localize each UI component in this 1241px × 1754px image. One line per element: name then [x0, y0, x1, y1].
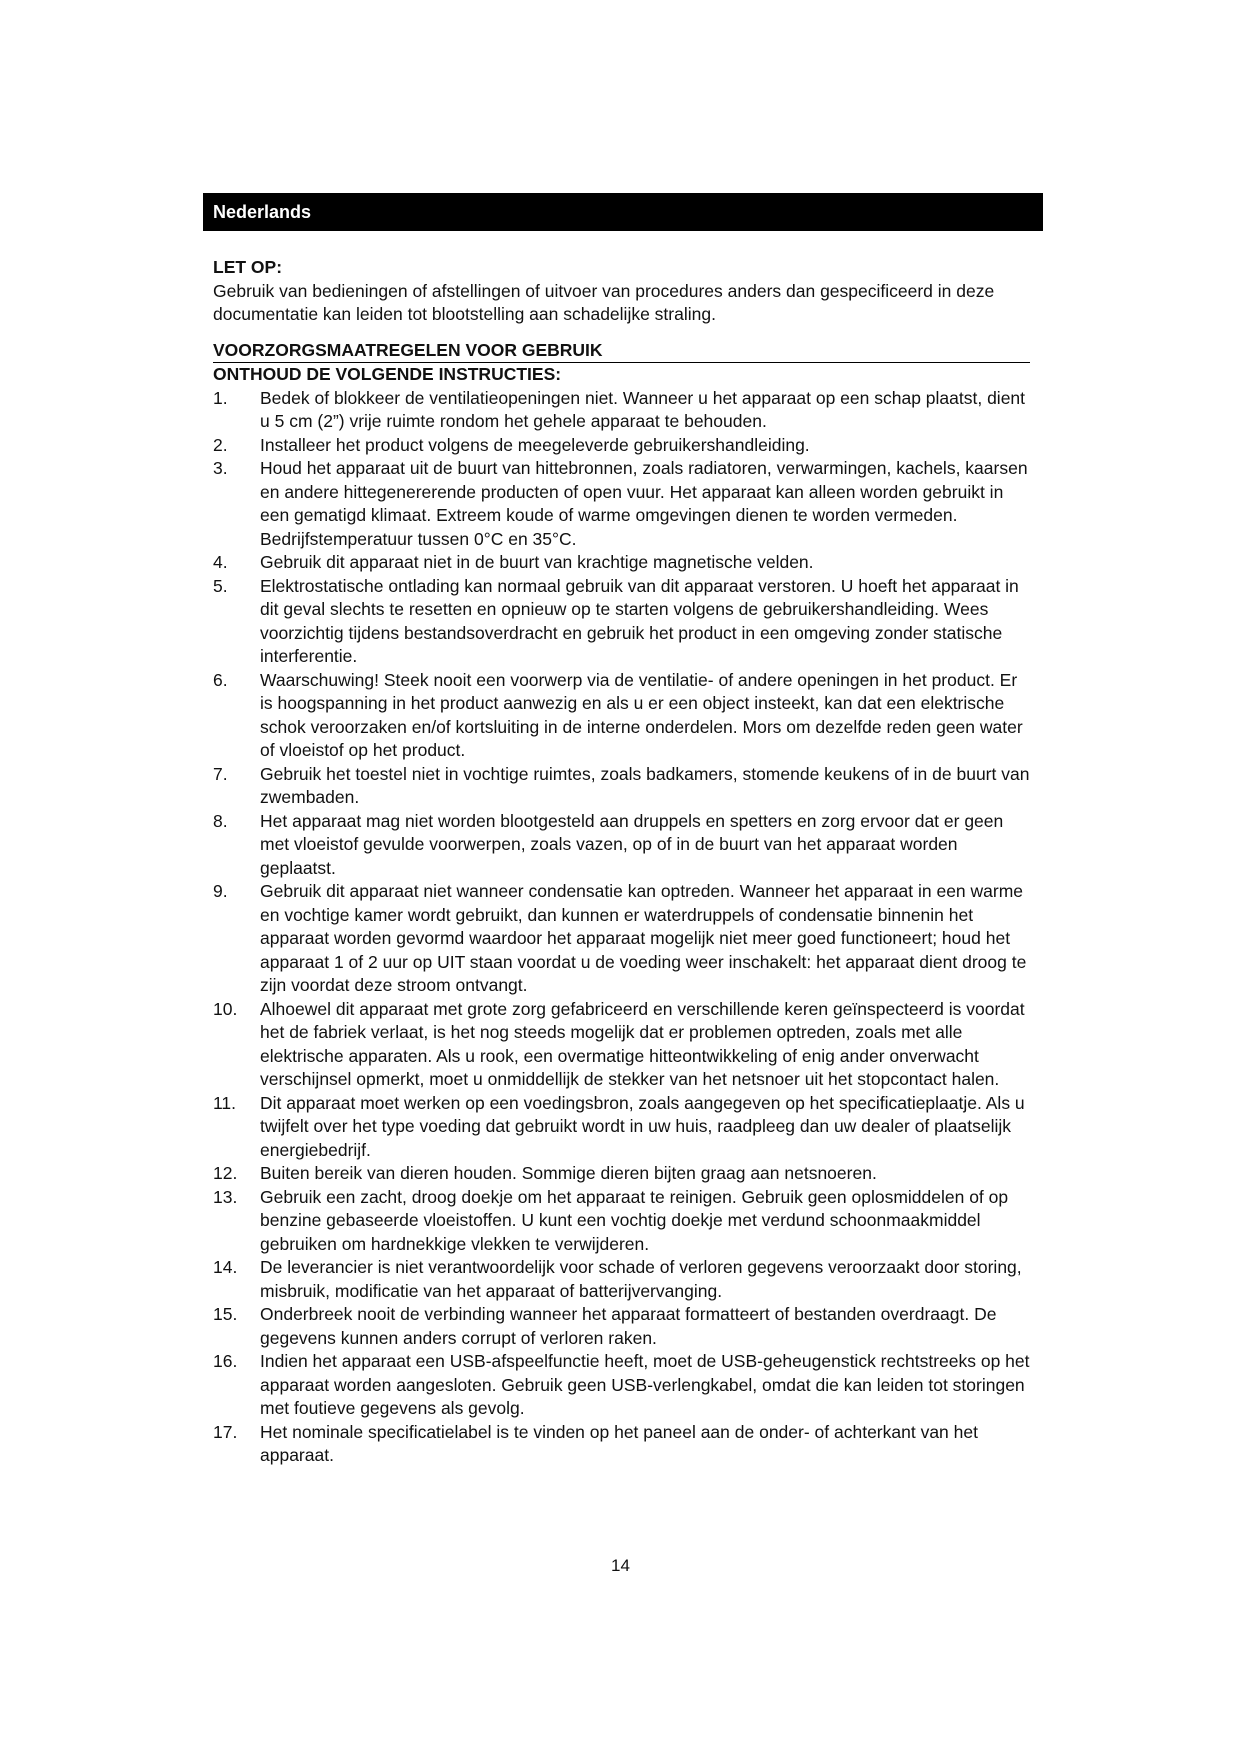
list-item	[213, 669, 1033, 763]
list-item	[213, 1421, 1033, 1468]
list-item	[213, 457, 1033, 551]
list-item-number: 11.	[213, 1092, 237, 1113]
instruction-list	[213, 387, 1033, 1468]
list-item-number: 2.	[213, 434, 228, 455]
list-item-text: Installeer het product volgens de meegeleverde gebruikershandleiding.	[260, 434, 810, 455]
list-item	[213, 880, 1033, 998]
list-item-text: Bedek of blokkeer de ventilatieopeningen niet. Wanneer u het apparaat op een schap plaatst, dient u 5 cm (2”) vrije ruimte rondom het gehele apparaat te behouden.	[260, 387, 1026, 431]
note-title: LET OP:	[213, 257, 283, 277]
list-item-text: Waarschuwing! Steek nooit een voorwerp via de ventilatie- of andere openingen in het product. Er is hoogspanning in het product aanwezig en als u er een object insteekt, kan dat een elektrische schok veroorzaken en/of kortsluiting in de interne onderdelen. Mors om dezelfde reden geen water of vloeistof op het product.	[260, 669, 1023, 760]
list-item-number: 10.	[213, 998, 238, 1019]
language-header-bar	[203, 193, 1043, 231]
list-item-text: Houd het apparaat uit de buurt van hittebronnen, zoals radiatoren, verwarmingen, kachels, kaarsen en andere hittegenererende producten of open vuur. Het apparaat kan alleen worden gebruikt in een gematigd klimaat. Extreem koude of warme omgevingen dienen te worden vermeden. Bedrijfstemperatuur tussen 0°C en 35°C.	[260, 458, 1028, 549]
list-item	[213, 1256, 1033, 1303]
list-item-number: 12.	[213, 1163, 238, 1183]
language-label: Nederlands	[213, 202, 312, 222]
list-item-text: De leverancier is niet verantwoordelijk voor schade of verloren gegevens veroorzaakt door storing, misbruik, modificatie van het apparaat of batterijvervanging.	[260, 1257, 1022, 1301]
list-item-number: 3.	[213, 458, 228, 478]
list-item	[213, 1350, 1033, 1421]
note-text: Gebruik van bedieningen of afstellingen of uitvoer van procedures anders dan gespecificeerd in deze documentatie kan leiden tot blootstelling aan schadelijke straling.	[213, 280, 995, 324]
list-item-text: Het apparaat mag niet worden blootgesteld aan druppels en spetters en zorg ervoor dat er geen met vloeistof gevulde voorwerpen, zoals vazen, op of in de buurt van het apparaat worden geplaatst.	[260, 810, 1004, 878]
list-item-number: 8.	[213, 810, 228, 831]
list-item-text: Gebruik het toestel niet in vochtige ruimtes, zoals badkamers, stomende keukens of in de buurt van zwembaden.	[260, 763, 1030, 807]
list-item-number: 16.	[213, 1351, 238, 1371]
list-item	[213, 998, 1033, 1092]
list-item-number: 4.	[213, 552, 228, 572]
list-item	[213, 810, 1033, 881]
list-item-number: 15.	[213, 1304, 238, 1324]
list-item-number: 17.	[213, 1421, 238, 1442]
list-item-number: 7.	[213, 763, 228, 784]
list-item-text: Onderbreek nooit de verbinding wanneer het apparaat formatteert of bestanden overdraagt. De gegevens kunnen anders corrupt of verloren raken.	[260, 1304, 997, 1348]
list-item-number: 5.	[213, 575, 228, 596]
list-item	[213, 1162, 1033, 1186]
list-item	[213, 575, 1033, 669]
list-item-number: 13.	[213, 1186, 238, 1207]
list-item-text: Gebruik een zacht, droog doekje om het apparaat te reinigen. Gebruik geen oplosmiddelen of op benzine gebaseerde vloeistoffen. U kunt een vochtig doekje met verdund schoonmaakmiddel gebruiken om hardnekkige vlekken te verwijderen.	[260, 1186, 1009, 1254]
list-item	[213, 551, 1033, 575]
list-item-text: Het nominale specificatielabel is te vinden op het paneel aan de onder- of achterkant van het apparaat.	[260, 1421, 978, 1465]
list-item-text: Elektrostatische ontlading kan normaal gebruik van dit apparaat verstoren. U hoeft het apparaat in dit geval slechts te resetten en opnieuw op te starten volgens de gebruikershandleiding. Wees voorzichtig tijdens bestandsoverdracht en gebruik het product in een omgeving zonder statische interferentie.	[260, 575, 1019, 666]
list-item	[213, 1186, 1033, 1257]
list-item-text: Gebruik dit apparaat niet wanneer condensatie kan optreden. Wanneer het apparaat in een warme en vochtige kamer wordt gebruikt, dan kunnen er waterdruppels of condensatie binnenin het apparaat worden gevormd waardoor het apparaat mogelijk niet meer goed functioneert; houd het apparaat 1 of 2 uur op UIT staan voordat u de voeding weer inschakelt: het apparaat dient droog te zijn voordat deze stroom ontvangt.	[260, 881, 1027, 995]
list-item-number: 9.	[213, 881, 228, 901]
section-title: VOORZORGSMAATREGELEN VOOR GEBRUIK	[213, 339, 603, 360]
list-item-text: Dit apparaat moet werken op een voedingsbron, zoals aangegeven op het specificatieplaatje. Als u twijfelt over het type voeding dat gebruikt wordt in uw huis, raadpleeg dan uw dealer of plaatselijk energiebedrijf.	[260, 1092, 1025, 1160]
page-number: 14	[611, 1556, 630, 1575]
list-item	[213, 1303, 1033, 1350]
list-item	[213, 763, 1033, 810]
list-item-number: 1.	[213, 387, 228, 408]
list-item-text: Gebruik dit apparaat niet in de buurt van krachtige magnetische velden.	[260, 552, 814, 572]
document-content	[213, 256, 1033, 1468]
list-item-number: 14.	[213, 1257, 238, 1277]
list-item	[213, 387, 1033, 434]
section-subtitle: ONTHOUD DE VOLGENDE INSTRUCTIES:	[213, 362, 1030, 387]
list-item-text: Alhoewel dit apparaat met grote zorg gefabriceerd en verschillende keren geïnspecteerd is voordat het de fabriek verlaat, is het nog steeds mogelijk dat er problemen optreden, zoals met alle elektrische apparaten. Als u rook, een overmatige hitteontwikkeling of enig ander onverwacht verschijnsel opmerkt, moet u onmiddellijk de stekker van het netsnoer uit het stopcontact halen.	[260, 998, 1025, 1089]
list-item	[213, 1092, 1033, 1163]
list-item	[213, 434, 1033, 458]
list-item-number: 6.	[213, 669, 228, 690]
list-item-text: Indien het apparaat een USB-afspeelfunctie heeft, moet de USB-geheugenstick rechtstreeks op het apparaat worden aangesloten. Gebruik geen USB-verlengkabel, omdat die kan leiden tot storingen met foutieve gegevens als gevolg.	[260, 1351, 1030, 1418]
list-item-text: Buiten bereik van dieren houden. Sommige dieren bijten graag aan netsnoeren.	[260, 1163, 877, 1183]
